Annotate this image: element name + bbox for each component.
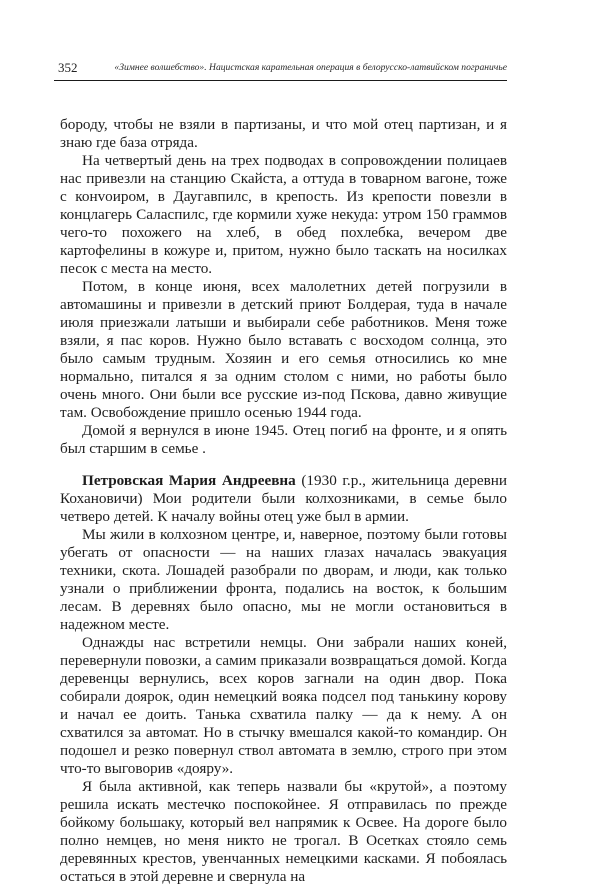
witness-name: Петровская Мария Андреевна — [82, 472, 296, 489]
page-number: 352 — [58, 60, 78, 75]
running-title: «Зимнее волшебство». Нацистская карательная операция в белорусско-латвийском пограничье — [114, 62, 507, 73]
paragraph: Домой я вернулся в июне 1945. Отец погиб на фронте, и я опять был старшим в семье . — [60, 422, 507, 457]
testimony-paragraph — [60, 472, 507, 526]
paragraph-continuation: бороду, чтобы не взяли в партизаны, и что мой отец партизан, и я знаю где база отряда. — [60, 116, 507, 151]
paragraph: На четвертый день на трех подводах в сопровождении полицаев нас привезли на станцию Скайста, а оттуда в товарном вагоне, тоже с конvоиром, в Даугавпилс, в крепость. Из крепости повезли в концлагерь Саласпилс, где кормили хуже некуда: утром 150 граммов чего-то похожего на хлеб, в обед похлебка, вечером две картофелины в кожуре и, притом, нужно было таскать на носилках песок с места на место. — [60, 152, 507, 277]
paragraph: Я была активной, как теперь назвали бы «крутой», а поэтому решила искать местечко поспокойнее. Я отправилась по прежде бойкому большаку, который вел напрямик к Освее. На дороге было полно немцев, но меня никто не трогал. В Осетках стояло семь деревянных крестов, увенчанных немецкими касками. Я побоялась остаться в этой деревне и свернула на — [60, 778, 507, 885]
paragraph: Однажды нас встретили немцы. Они забрали наших коней, перевернули повозки, а самим приказали возвращаться домой. Когда деревенцы вернулись, всех коров загнали на один двор. Пока собирали доярок, один немецкий вояка подсел под танькину корову и начал ее доить. Танька схватила палку — да к нему. А он схватился за автомат. Но в стычку вмешался какой-то командир. Он подошел и резко повернул ствол автомата в землю, строго при этом что-то выговорив «дояру». — [60, 634, 507, 777]
running-header — [54, 58, 507, 81]
paragraph: Мы жили в колхозном центре, и, наверное, поэтому были готовы убегать от опасности — на наших глазах началась эвакуация техники, скота. Лошадей разобрали по дворам, и люди, как только узнали о приближении фронта, подались на восток, к большим лесам. В деревнях было опасно, мы не могли остановиться в надежном месте. — [60, 526, 507, 633]
paragraph: Потом, в конце июня, всех малолетних детей погрузили в автомашины и привезли в детский приют Болдерая, туда в начале июля приезжали латыши и выбирали себе работников. Меня тоже взяли, я пас коров. Нужно было вставать с восходом солнца, это было самым трудным. Хозяин и его семья относились ко мне нормально, питался я за одним столом с ними, но работы было очень много. Они были все русские из-под Пскова, давно живущие там. Освобождение пришло осенью 1944 года. — [60, 278, 507, 421]
body-text — [60, 116, 507, 886]
paragraph-text: (1930 г.р., жительница деревни Кохановичи) Мои родители были колхозниками, в семье было четверо детей. К началу войны отец уже был в армии. — [60, 472, 507, 525]
